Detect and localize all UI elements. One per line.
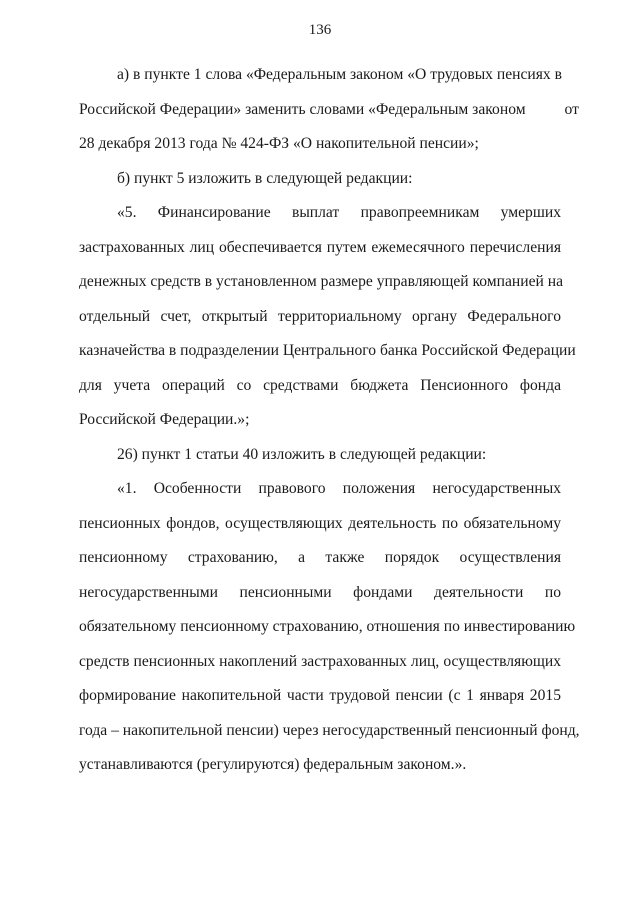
text-line: Российской Федерации.»;: [79, 411, 250, 428]
text-line: негосударственными пенсионными фондами деятельности по: [79, 583, 561, 601]
paragraph-quote-1: [79, 472, 580, 783]
paragraph-a: [79, 58, 579, 162]
text-line: для учета операций со средствами бюджета Пенсионного фонда: [79, 376, 561, 394]
text-line: 28 декабря 2013 года № 424-ФЗ «О накопительной пенсии»;: [79, 135, 479, 152]
text-line: а) в пункте 1 слова «Федеральным законом «О трудовых пенсиях в: [117, 66, 562, 83]
text-line: средств пенсионных накоплений застрахованных лиц, осуществляющих: [79, 652, 561, 670]
text-line: пенсионному страхованию, а также порядок осуществления: [79, 549, 561, 566]
text-line: «5. Финансирование выплат правопреемникам умерших: [117, 204, 561, 221]
text-line: года – накопительной пенсии) через негосударственный пенсионный фонд,: [79, 721, 580, 739]
page-number: 136: [308, 22, 332, 38]
text-line: отдельный счет, открытый территориальному органу Федерального: [79, 307, 561, 325]
text-line: обязательному пенсионному страхованию, отношения по инвестированию: [79, 618, 576, 635]
paragraph-b: [79, 162, 561, 197]
document-body: [79, 58, 580, 783]
text-line: Российской Федерации» заменить словами «Федеральным законом от: [79, 100, 579, 118]
paragraph-26: [79, 438, 561, 473]
text-line: денежных средств в установленном размере управляющей компанией на: [79, 273, 564, 290]
text-line: формирование накопительной части трудовой пенсии (с 1 января 2015: [79, 687, 561, 704]
text-line: б) пункт 5 изложить в следующей редакции:: [117, 169, 413, 187]
paragraph-quote-5: [79, 196, 576, 438]
text-line: 26) пункт 1 статьи 40 изложить в следующей редакции:: [117, 445, 487, 463]
text-line: устанавливаются (регулируются) федеральным законом.».: [79, 756, 467, 773]
text-line: застрахованных лиц обеспечивается путем ежемесячного перечисления: [79, 238, 561, 256]
text-line: «1. Особенности правового положения негосударственных: [117, 480, 561, 497]
text-line: казначейства в подразделении Центрального банка Российской Федерации: [79, 342, 576, 359]
text-line: пенсионных фондов, осуществляющих деятельность по обязательному: [79, 514, 561, 532]
